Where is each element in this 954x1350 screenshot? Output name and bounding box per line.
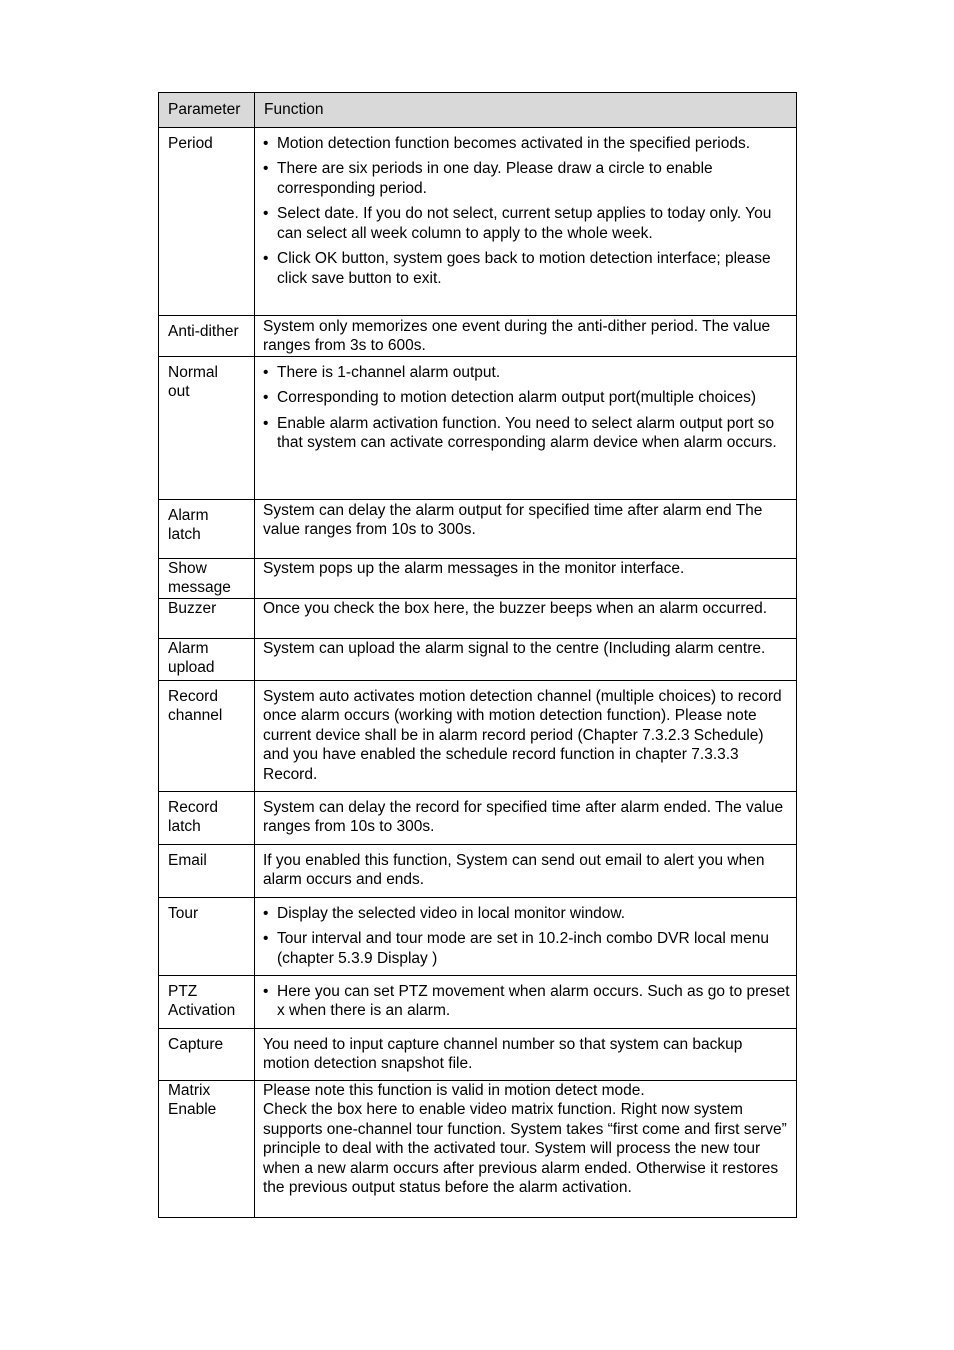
param-label: Capture [168, 1035, 224, 1053]
row-normal-out [159, 356, 797, 499]
list-item: • Select date. If you do not select, current setup applies to today only. You can select all week column to apply to the whole week. [263, 204, 792, 243]
param-label: Anti-dither [168, 322, 239, 340]
param-label: Email [168, 851, 207, 869]
param-label: Alarm [168, 639, 209, 657]
bullet-list [263, 363, 792, 453]
row-show-message [159, 558, 797, 598]
param-label: Record [168, 687, 218, 705]
function-text: System can upload the alarm signal to the centre (Including alarm centre. [263, 639, 766, 657]
function-cell [255, 844, 797, 897]
function-text: System can delay the record for specified time after alarm ended. The value ranges from 10s to 300s. [263, 798, 784, 835]
param-label: message [168, 579, 231, 596]
row-alarm-upload [159, 638, 797, 680]
function-cell [255, 680, 797, 791]
list-item: • Click OK button, system goes back to motion detection interface; please click save button to exit. [263, 249, 792, 288]
param-label: out [168, 383, 190, 400]
function-cell [255, 356, 797, 499]
param-label: channel [168, 707, 223, 724]
function-text: System pops up the alarm messages in the monitor interface. [263, 559, 685, 577]
table-header-row [159, 93, 797, 128]
param-cell [159, 975, 255, 1028]
param-label: latch [168, 818, 201, 835]
param-label: Normal [168, 363, 218, 381]
param-label: upload [168, 659, 215, 676]
param-label: latch [168, 526, 201, 543]
param-cell [159, 844, 255, 897]
param-label: PTZ [168, 982, 198, 1000]
function-text: System can delay the alarm output for specified time after alarm end The value ranges from 10s to 300s. [263, 501, 763, 538]
list-item: • Corresponding to motion detection alarm output port(multiple choices) [263, 388, 792, 408]
row-matrix-enable [159, 1080, 797, 1217]
param-label: Alarm [168, 506, 209, 524]
header-parameter: Parameter [159, 93, 255, 128]
param-label: Period [168, 134, 213, 152]
function-cell [255, 499, 797, 558]
function-cell [255, 558, 797, 598]
bullet-list [263, 904, 792, 969]
param-cell [159, 897, 255, 975]
list-item: • Motion detection function becomes activated in the specified periods. [263, 134, 792, 154]
list-item: • There is 1-channel alarm output. [263, 363, 792, 383]
bullet-list [263, 134, 792, 289]
param-cell [159, 315, 255, 356]
param-cell [159, 356, 255, 499]
function-cell [255, 1080, 797, 1217]
list-item: • Enable alarm activation function. You need to select alarm output port so that system can activate corresponding alarm device when alarm occurs. [263, 414, 792, 453]
row-anti-dither [159, 315, 797, 356]
function-cell [255, 791, 797, 844]
function-text: Once you check the box here, the buzzer beeps when an alarm occurred. [263, 599, 768, 617]
function-text: System auto activates motion detection channel (multiple choices) to record once alarm occurs (working with motion detection function). Please note current device shall be in alarm record period (Chapter 7.3.2.3 Schedule) and you have enabled the schedule record function in chapter 7.3.3.3 Record. [263, 687, 782, 783]
param-cell [159, 791, 255, 844]
function-cell [255, 315, 797, 356]
param-label: Matrix [168, 1081, 211, 1099]
header-function: Function [255, 93, 797, 128]
function-text: You need to input capture channel number so that system can backup motion detection snapshot file. [263, 1035, 743, 1072]
row-capture [159, 1028, 797, 1080]
param-cell [159, 1080, 255, 1217]
row-email [159, 844, 797, 897]
row-alarm-latch [159, 499, 797, 558]
param-label: Record [168, 798, 218, 816]
bullet-list [263, 982, 792, 1021]
param-cell [159, 680, 255, 791]
param-label: Enable [168, 1101, 217, 1118]
param-label: Show [168, 559, 207, 577]
param-label: Buzzer [168, 599, 217, 617]
function-text: If you enabled this function, System can send out email to alert you when alarm occurs and ends. [263, 851, 765, 888]
param-cell [159, 1028, 255, 1080]
parameter-table [158, 92, 797, 1218]
row-record-latch [159, 791, 797, 844]
list-item: • Display the selected video in local monitor window. [263, 904, 792, 924]
list-item: • Tour interval and tour mode are set in 10.2-inch combo DVR local menu (chapter 5.3.9 Display ) [263, 929, 792, 968]
function-text: Check the box here to enable video matrix function. Right now system supports one-channel tour function. System takes “first come and first serve” principle to deal with the activated tour. System will process the new tour when a new alarm occurs after previous alarm ended. Otherwise it restores the previous output status before the alarm activation. [263, 1101, 787, 1196]
function-cell [255, 598, 797, 638]
list-item: • Here you can set PTZ movement when alarm occurs. Such as go to preset x when there is an alarm. [263, 982, 792, 1021]
row-period [159, 127, 797, 315]
function-cell [255, 897, 797, 975]
row-ptz-activation [159, 975, 797, 1028]
param-label: Tour [168, 904, 199, 922]
list-item: • There are six periods in one day. Please draw a circle to enable corresponding period. [263, 159, 792, 198]
row-tour [159, 897, 797, 975]
row-buzzer [159, 598, 797, 638]
param-label: Activation [168, 1002, 236, 1019]
param-cell [159, 558, 255, 598]
row-record-channel [159, 680, 797, 791]
param-cell [159, 638, 255, 680]
function-text: System only memorizes one event during the anti-dither period. The value ranges from 3s to 600s. [263, 317, 771, 354]
function-cell [255, 638, 797, 680]
function-text: Please note this function is valid in motion detect mode. [263, 1081, 645, 1099]
param-cell [159, 499, 255, 558]
function-cell [255, 1028, 797, 1080]
function-cell [255, 127, 797, 315]
param-cell [159, 127, 255, 315]
function-cell [255, 975, 797, 1028]
param-cell [159, 598, 255, 638]
